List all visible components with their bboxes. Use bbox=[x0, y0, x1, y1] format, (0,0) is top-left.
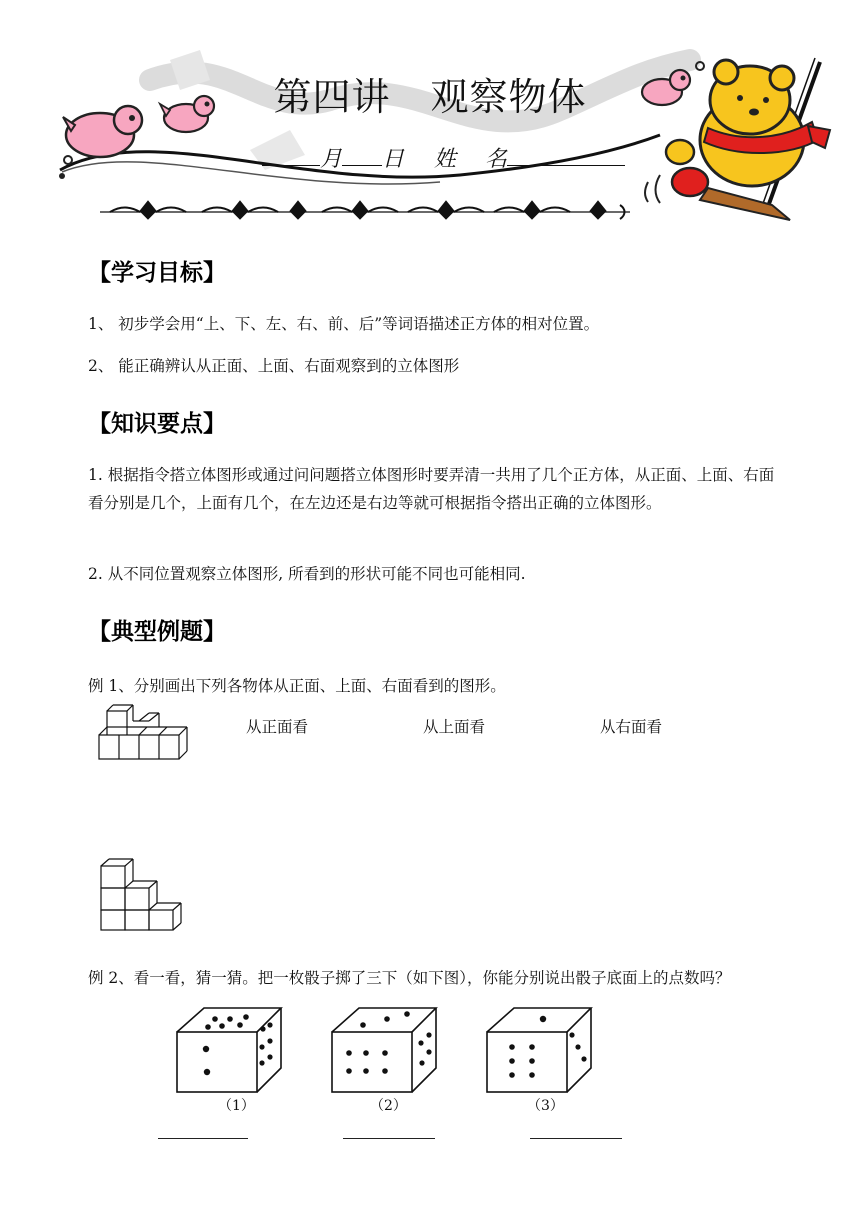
goal-item: 2、 能正确辨认从正面、上面、右面观察到的立体图形 bbox=[88, 357, 460, 375]
cube-figure-2 bbox=[96, 856, 196, 936]
name-label: 姓 名 bbox=[434, 147, 508, 172]
title-lesson-number: 第四讲 bbox=[273, 75, 391, 119]
cube-figure-1 bbox=[96, 702, 196, 762]
page-title bbox=[0, 66, 860, 121]
point-item: 2. 从不同位置观察立体图形, 所看到的形状可能不同也可能相同. bbox=[88, 565, 526, 583]
example1-question: 例 1、分别画出下列各物体从正面、上面、右面看到的图形。 bbox=[88, 677, 506, 695]
dice-3 bbox=[484, 1005, 599, 1100]
day-blank[interactable] bbox=[342, 145, 382, 166]
answer-blank-1[interactable] bbox=[158, 1138, 248, 1139]
title-topic: 观察物体 bbox=[430, 75, 587, 119]
dice-2 bbox=[329, 1005, 444, 1100]
month-label: 月 bbox=[320, 147, 343, 172]
dice-1 bbox=[174, 1005, 289, 1100]
dice-caption-2: （2） bbox=[370, 1098, 407, 1114]
answer-blank-3[interactable] bbox=[530, 1138, 622, 1139]
day-label: 日 bbox=[382, 147, 405, 172]
example2-question: 例 2、看一看，猜一猜。把一枚骰子掷了三下（如下图），你能分别说出骰子底面上的点数吗？ bbox=[88, 969, 731, 987]
view-label-right: 从右面看 bbox=[600, 718, 663, 736]
goal-item: 1、 初步学会用“上、下、左、右、前、后”等词语描述正方体的相对位置。 bbox=[88, 315, 600, 333]
dice-caption-1: （1） bbox=[218, 1098, 255, 1114]
points-heading: 【知识要点】 bbox=[88, 411, 226, 437]
view-label-top: 从上面看 bbox=[423, 718, 486, 736]
leaf-border-decoration bbox=[100, 201, 630, 219]
name-blank[interactable] bbox=[507, 145, 625, 166]
view-label-front: 从正面看 bbox=[246, 718, 309, 736]
point-item: 1. 根据指令搭立体图形或通过问问题搭立体图形时要弄清一共用了几个正方体，从正面、上面、右面看分别是几个，上面有几个，在左边还是右边等就可根据指令搭出正确的立体图形。 bbox=[88, 466, 775, 512]
date-name-line bbox=[262, 142, 625, 173]
dice-caption-3: （3） bbox=[527, 1098, 564, 1114]
goals-heading: 【学习目标】 bbox=[88, 260, 226, 286]
month-blank[interactable] bbox=[262, 145, 320, 166]
answer-blank-2[interactable] bbox=[343, 1138, 435, 1139]
examples-heading: 【典型例题】 bbox=[88, 619, 226, 645]
